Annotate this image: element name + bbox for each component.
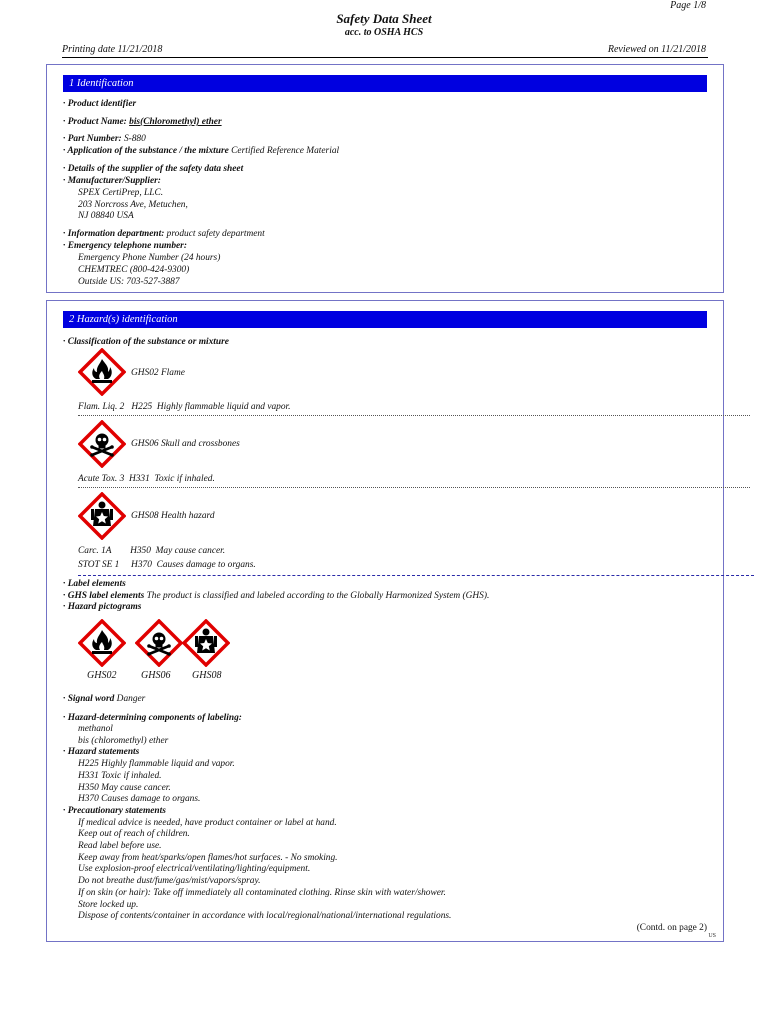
pictogram-code: GHS08: [192, 670, 222, 681]
precautionary-statement: Use explosion-proof electrical/ventilating/lighting/equipment.: [78, 864, 311, 874]
skull-crossbones-icon: [78, 420, 126, 468]
divider: [78, 487, 750, 488]
document-title: Safety Data Sheet: [336, 11, 432, 26]
emergency-line: Emergency Phone Number (24 hours): [78, 253, 221, 263]
divider: [78, 415, 750, 416]
hazard-statement: H350 May cause cancer.: [78, 783, 171, 793]
part-number: · Part Number: S-880: [63, 134, 146, 144]
component-item: bis (chloromethyl) ether: [78, 736, 169, 746]
continued-note: (Contd. on page 2): [636, 923, 707, 933]
information-department: · Information department: product safety department: [63, 229, 265, 239]
emergency-line: CHEMTREC (800-424-9300): [78, 265, 190, 275]
document-subtitle: acc. to OSHA HCS: [344, 27, 424, 38]
precautionary-statement: If on skin (or hair): Take off immediately all contaminated clothing. Rinse skin with water/shower.: [78, 888, 446, 898]
precautionary-statement: Keep away from heat/sparks/open flames/hot surfaces. - No smoking.: [78, 853, 338, 863]
precautionary-statement: Store locked up.: [78, 900, 139, 910]
pictogram-code: GHS06: [141, 670, 171, 681]
classification-label: · Classification of the substance or mixture: [63, 337, 229, 347]
hazard-class-row: STOT SE 1 H370 Causes damage to organs.: [78, 560, 256, 570]
hazard-class-row: Acute Tox. 3 H331 Toxic if inhaled.: [78, 474, 215, 484]
precautionary-statement: Dispose of contents/container in accordance with local/regional/national/international regulations.: [78, 911, 452, 921]
component-item: methanol: [78, 724, 113, 734]
manufacturer-line: SPEX CertiPrep, LLC.: [78, 188, 164, 198]
hazard-class-name: GHS08 Health hazard: [131, 511, 215, 521]
reviewed-date: Reviewed on 11/21/2018: [607, 44, 706, 55]
components-label: · Hazard-determining components of labeling:: [63, 713, 242, 723]
health-hazard-icon: [182, 619, 230, 667]
precautionary-statement: Keep out of reach of children.: [78, 829, 190, 839]
hazard-class-name: GHS02 Flame: [131, 368, 185, 378]
emergency-label: · Emergency telephone number:: [63, 241, 187, 251]
hazard-statement: H225 Highly flammable liquid and vapor.: [78, 759, 235, 769]
section-identification: [46, 64, 724, 293]
hazard-class-name: GHS06 Skull and crossbones: [131, 439, 240, 449]
hazard-statement: H331 Toxic if inhaled.: [78, 771, 162, 781]
product-name: · Product Name: bis(Chloromethyl) ether: [63, 117, 222, 127]
section-heading: 1 Identification: [63, 75, 707, 92]
precautionary-statement: Do not breathe dust/fume/gas/mist/vapors/spray.: [78, 876, 261, 886]
manufacturer-line: NJ 08840 USA: [78, 211, 134, 221]
hazard-class-row: Flam. Liq. 2 H225 Highly flammable liquid and vapor.: [78, 402, 291, 412]
emergency-line: Outside US: 703-527-3887: [78, 277, 180, 287]
printing-date: Printing date 11/21/2018: [62, 44, 163, 55]
supplier-details-label: · Details of the supplier of the safety data sheet: [63, 164, 244, 174]
header-divider: [62, 57, 708, 58]
page-number: Page 1/8: [670, 0, 706, 11]
ghs-label-elements: · GHS label elements The product is classified and labeled according to the Globally Harmonized System (GHS).: [63, 591, 490, 601]
label-elements-label: · Label elements: [63, 579, 126, 589]
flame-icon: [78, 619, 126, 667]
health-hazard-icon: [78, 492, 126, 540]
manufacturer-label: · Manufacturer/Supplier:: [63, 176, 161, 186]
pictogram-code: GHS02: [87, 670, 117, 681]
region-code: US: [708, 933, 716, 939]
signal-word: · Signal word Danger: [63, 694, 146, 704]
section-hazard-identification: [46, 300, 724, 942]
precautionary-statement: If medical advice is needed, have product container or label at hand.: [78, 818, 337, 828]
manufacturer-line: 203 Norcross Ave, Metuchen,: [78, 200, 188, 210]
divider: [78, 575, 754, 576]
skull-crossbones-icon: [135, 619, 183, 667]
precautionary-label: · Precautionary statements: [63, 806, 166, 816]
precautionary-statement: Read label before use.: [78, 841, 162, 851]
hazard-statement: H370 Causes damage to organs.: [78, 794, 201, 804]
flame-icon: [78, 348, 126, 396]
hazard-class-row: Carc. 1A H350 May cause cancer.: [78, 546, 226, 556]
product-identifier-label: · Product identifier: [63, 99, 137, 109]
hazard-statements-label: · Hazard statements: [63, 747, 140, 757]
hazard-pictograms-label: · Hazard pictograms: [63, 602, 142, 612]
application: · Application of the substance / the mixture Certified Reference Material: [63, 146, 340, 156]
section-heading: 2 Hazard(s) identification: [63, 311, 707, 328]
